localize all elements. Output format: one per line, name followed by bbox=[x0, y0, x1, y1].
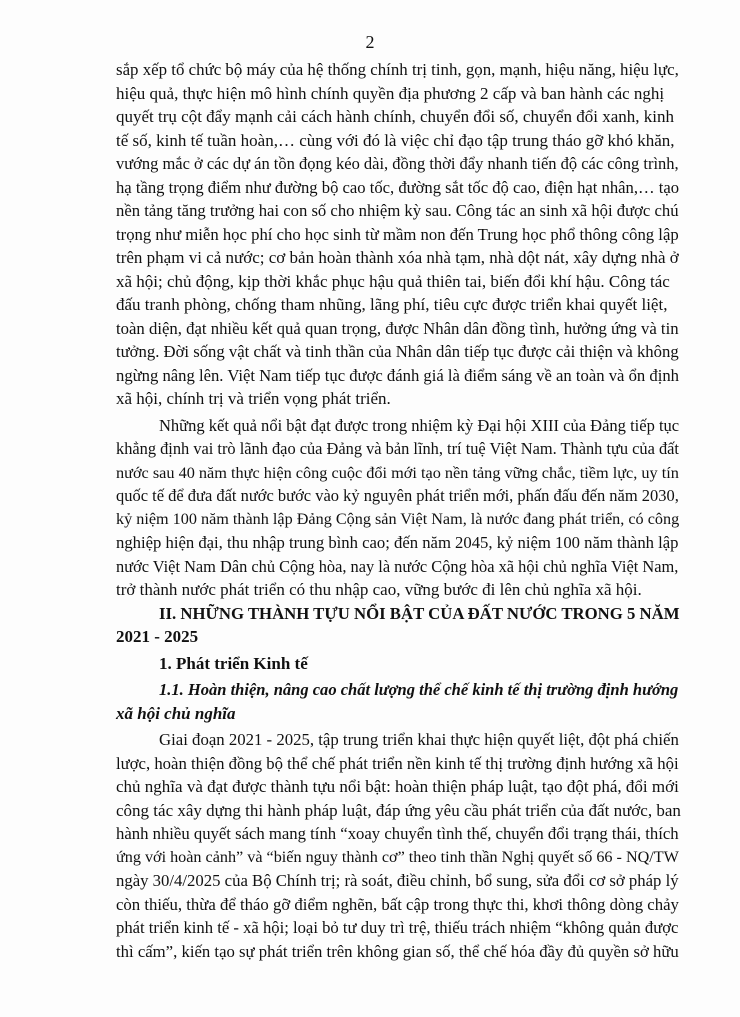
text-line: công tác xây dựng thi hành pháp luật, đáp ứng yêu cầu phát triển của đất nước, ban bbox=[116, 800, 681, 820]
text-line: xã hội; chủ động, kịp thời khắc phục hậu quả thiên tai, biến đổi khí hậu. Công tác bbox=[116, 271, 670, 291]
text-line: nước Việt Nam Dân chủ Cộng hòa, nay là nước Cộng hòa xã hội chủ nghĩa Việt Nam, bbox=[116, 556, 679, 576]
text-line: quốc tế để đưa đất nước bước vào kỷ nguyên phát triển mới, phấn đấu đến năm 2030, bbox=[116, 486, 679, 505]
section-heading-ii bbox=[116, 602, 682, 649]
text-line: Giai đoạn 2021 - 2025, tập trung triển khai thực hiện quyết liệt, đột phá chiến bbox=[159, 730, 679, 749]
text-line: xã hội, chính trị và triển vọng phát triển. bbox=[116, 389, 391, 408]
heading-line: 1. Phát triển Kinh tế bbox=[159, 653, 308, 673]
paragraph-3 bbox=[116, 728, 682, 963]
paragraph-2 bbox=[116, 414, 682, 602]
text-line: trở thành nước phát triển có thu nhập cao, vững bước đi lên chủ nghĩa xã hội. bbox=[116, 580, 642, 599]
text-line: phát triển kinh tế - xã hội; loại bỏ tư duy trì trệ, thiếu trách nhiệm “không quản được bbox=[116, 918, 679, 937]
text-line: nền tảng tăng trưởng hai con số cho nhiệm kỳ sau. Công tác an sinh xã hội được chú bbox=[116, 201, 679, 220]
text-line: tưởng. Đời sống vật chất và tinh thần của Nhân dân tiếp tục được cải thiện và không bbox=[116, 342, 679, 361]
text-line: hiệu quả, thực hiện mô hình chính quyền địa phương 2 cấp và ban hành các nghị bbox=[116, 83, 665, 103]
text-line: đấu tranh phòng, chống tham nhũng, lãng phí, tiêu cực được triển khai quyết liệt, bbox=[116, 295, 668, 314]
text-line: ngày 30/4/2025 của Bộ Chính trị; rà soát, điều chỉnh, bổ sung, sửa đổi cơ sở pháp lý bbox=[116, 871, 679, 890]
text-line: thì cấm”, kiến tạo sự phát triển trên không gian số, thể chế hóa đầy đủ quyền sở hữu bbox=[116, 941, 679, 961]
text-line: nước sau 40 năm thực hiện công cuộc đổi mới tạo nền tảng vững chắc, tiềm lực, uy tín bbox=[116, 462, 679, 482]
paragraph-1 bbox=[116, 58, 682, 411]
text-line: ngừng nâng lên. Việt Nam tiếp tục được đánh giá là điểm sáng về an toàn và ổn định bbox=[116, 365, 679, 385]
text-line: trọng như miễn học phí cho học sinh từ mầm non đến Trung học phổ thông công lập bbox=[116, 224, 679, 244]
heading-line: xã hội chủ nghĩa bbox=[116, 703, 236, 723]
text-line: vướng mắc ở các dự án tồn đọng kéo dài, đồng thời đẩy nhanh tiến độ các công trình, bbox=[116, 154, 679, 173]
subsection-heading-1-1 bbox=[116, 678, 682, 725]
text-line: khẳng định vai trò lãnh đạo của Đảng và bản lĩnh, trí tuệ Việt Nam. Thành tựu của đất bbox=[116, 439, 679, 458]
page-number: 2 bbox=[365, 32, 375, 52]
text-line: lược, hoàn thiện đồng bộ thể chế phát triển nền kinh tế thị trường định hướng xã hội bbox=[116, 753, 679, 773]
text-line: ứng với hoàn cảnh” và “biến nguy thành cơ” theo tinh thần Nghị quyết số 66 - NQ/TW bbox=[116, 848, 679, 866]
text-line: quyết trụ cột đẩy mạnh cải cách hành chính, chuyển đổi số, chuyển đổi xanh, kinh bbox=[116, 107, 675, 126]
heading-line: 1.1. Hoàn thiện, nâng cao chất lượng thể chế kinh tế thị trường định hướng bbox=[159, 680, 679, 699]
heading-line: 2021 - 2025 bbox=[116, 627, 199, 646]
text-line: hành nhiều quyết sách mang tính “xoay chuyển tình thế, chuyển đổi trạng thái, thích bbox=[116, 824, 679, 843]
text-line: sắp xếp tổ chức bộ máy của hệ thống chính trị tinh, gọn, mạnh, hiệu năng, hiệu lực, bbox=[116, 60, 679, 79]
text-line: toàn diện, đạt nhiều kết quả quan trọng, được Nhân dân đồng tình, hưởng ứng và tin bbox=[116, 318, 679, 338]
text-line: chủ nghĩa và đạt được thành tựu nổi bật: hoàn thiện pháp luật, tạo đột phá, đổi mới bbox=[116, 777, 679, 796]
subsection-heading-1 bbox=[116, 652, 682, 676]
text-line: Những kết quả nổi bật đạt được trong nhiệm kỳ Đại hội XIII của Đảng tiếp tục bbox=[159, 415, 680, 435]
text-line: kỷ niệm 100 năm thành lập Đảng Cộng sản Việt Nam, là nước đang phát triển, có công bbox=[116, 509, 680, 528]
text-line: còn thiếu, thừa để tháo gỡ điểm nghẽn, bất cập trong thực thi, khơi thông dòng chảy bbox=[116, 894, 679, 914]
document-body bbox=[116, 58, 682, 963]
text-line: tế số, kinh tế tuần hoàn,… cùng với đó là việc chỉ đạo tập trung tháo gỡ khó khăn, bbox=[116, 130, 675, 150]
text-line: nghiệp hiện đại, thu nhập trung bình cao; đến năm 2045, kỷ niệm 100 năm thành lập bbox=[116, 533, 679, 552]
text-line: hạ tầng trọng điểm như đường bộ cao tốc, đường sắt tốc độ cao, điện hạt nhân,… tạo bbox=[116, 177, 680, 197]
heading-line: II. NHỮNG THÀNH TỰU NỔI BẬT CỦA ĐẤT NƯỚC TRONG 5 NĂM bbox=[159, 603, 680, 623]
text-line: trên phạm vi cả nước; cơ bản hoàn thành xóa nhà tạm, nhà dột nát, xây dựng nhà ở bbox=[116, 248, 679, 267]
